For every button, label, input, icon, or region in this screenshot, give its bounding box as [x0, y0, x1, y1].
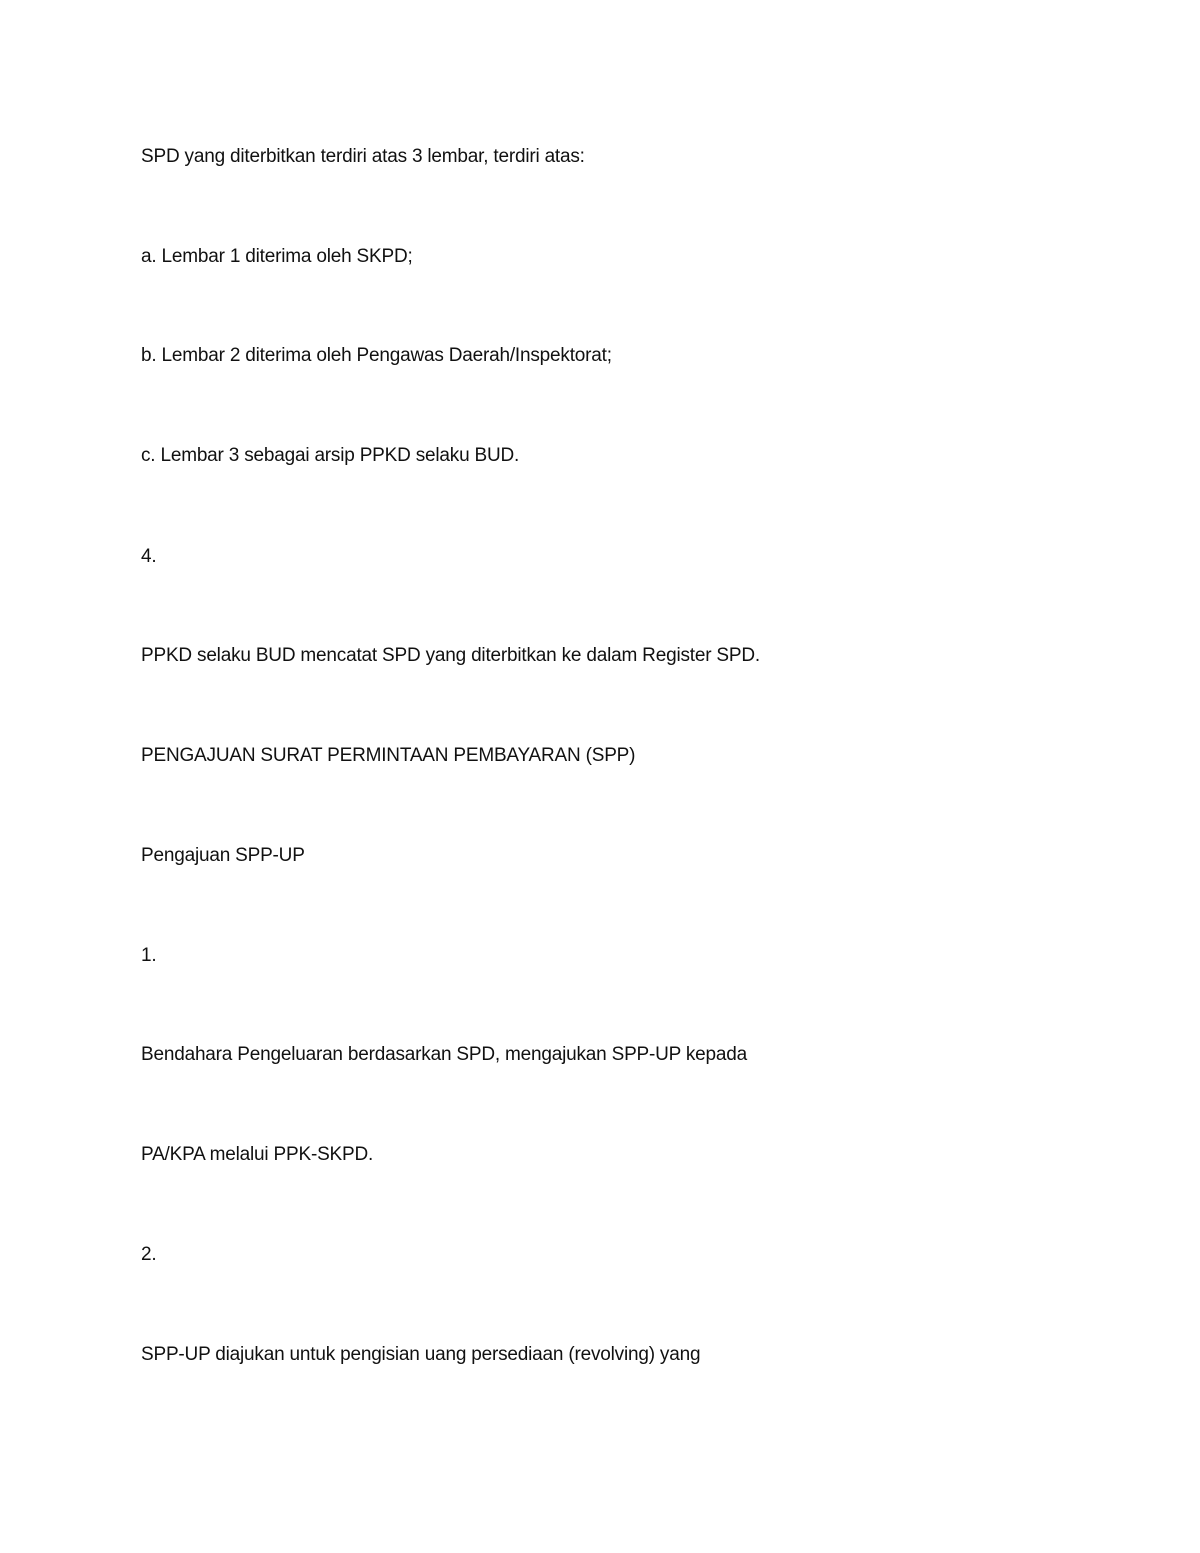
- section-heading: PENGAJUAN SURAT PERMINTAAN PEMBAYARAN (SPP): [141, 745, 636, 766]
- step-4-text: PPKD selaku BUD mencatat SPD yang diterbitkan ke dalam Register SPD.: [141, 645, 760, 666]
- list-item-c: c. Lembar 3 sebagai arsip PPKD selaku BUD.: [141, 445, 520, 466]
- list-item-a: a. Lembar 1 diterima oleh SKPD;: [141, 246, 413, 267]
- step-number-4: 4.: [141, 546, 157, 567]
- list-item-b: b. Lembar 2 diterima oleh Pengawas Daerah/Inspektorat;: [141, 345, 612, 366]
- step-number-1: 1.: [141, 945, 157, 966]
- step-number-2: 2.: [141, 1244, 157, 1265]
- intro-paragraph: SPD yang diterbitkan terdiri atas 3 lembar, terdiri atas:: [141, 146, 585, 167]
- subsection-heading: Pengajuan SPP-UP: [141, 845, 305, 866]
- step-2-text-line-1: SPP-UP diajukan untuk pengisian uang persediaan (revolving) yang: [141, 1344, 701, 1365]
- step-1-text-line-1: Bendahara Pengeluaran berdasarkan SPD, mengajukan SPP-UP kepada: [141, 1044, 748, 1065]
- step-1-text-line-2: PA/KPA melalui PPK-SKPD.: [141, 1144, 374, 1165]
